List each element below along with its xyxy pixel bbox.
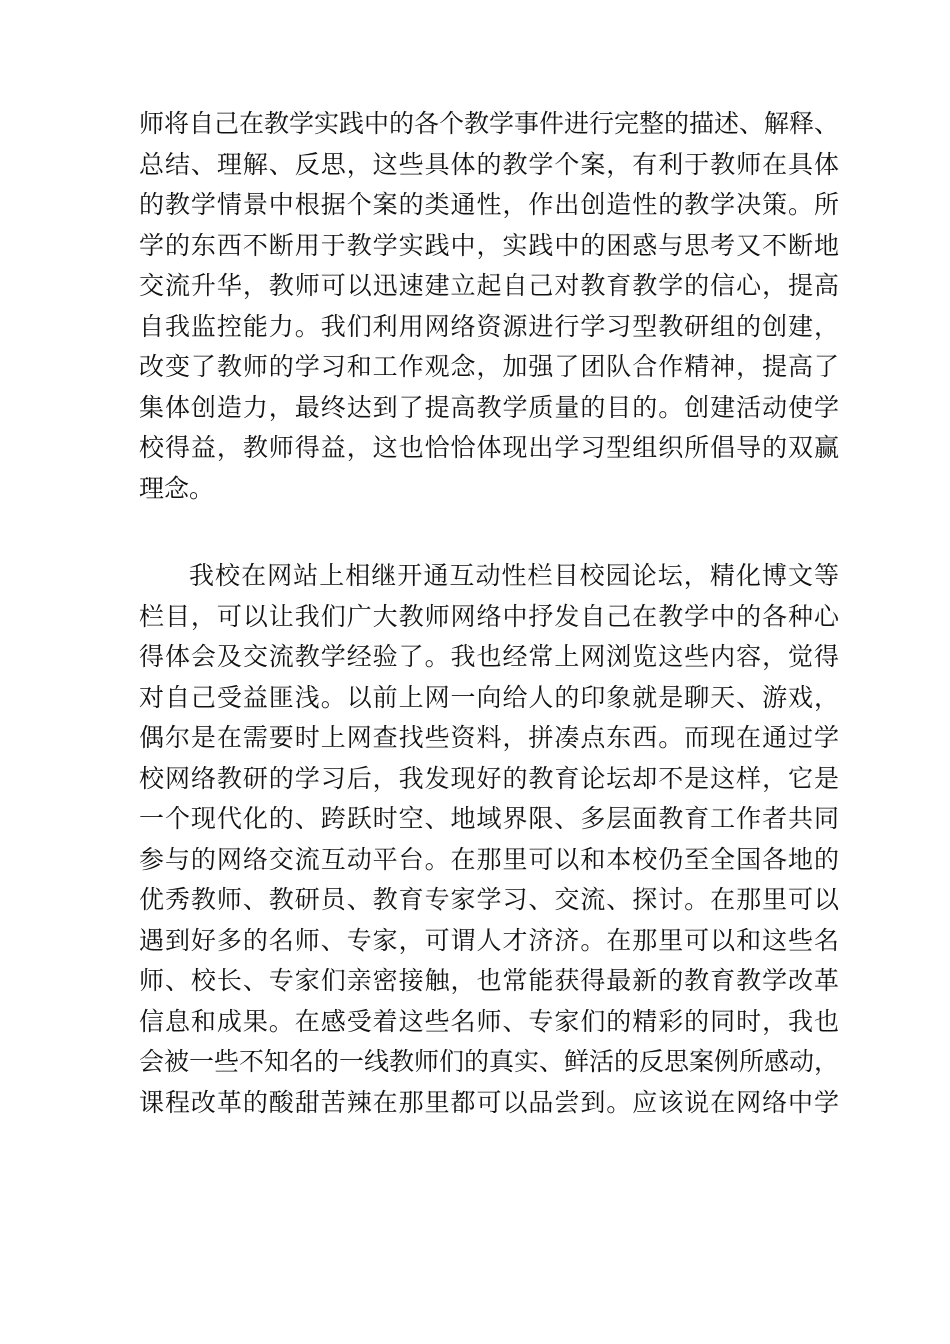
paragraph-2 bbox=[139, 556, 839, 1123]
paragraph-line: 我校在网站上相继开通互动性栏目校园论坛，精化博文等 bbox=[189, 561, 839, 590]
paragraph-line: 一个现代化的、跨跃时空、地域界限、多层面教育工作者共同 bbox=[139, 804, 839, 833]
paragraph-line: 偶尔是在需要时上网查找些资料，拼凑点东西。而现在通过学 bbox=[139, 723, 839, 752]
paragraph-line: 信息和成果。在感受着这些名师、专家们的精彩的同时，我也 bbox=[139, 1006, 839, 1036]
paragraph-line: 自我监控能力。我们利用网络资源进行学习型教研组的创建， bbox=[139, 311, 839, 341]
paragraph-line: 改变了教师的学习和工作观念，加强了团队合作精神，提高了 bbox=[139, 352, 839, 381]
paragraph-line: 的教学情景中根据个案的类通性，作出创造性的教学决策。所 bbox=[139, 190, 839, 219]
paragraph-line: 会被一些不知名的一线教师们的真实、鲜活的反思案例所感动， bbox=[139, 1047, 840, 1076]
paragraph-line: 得体会及交流教学经验了。我也经常上网浏览这些内容，觉得 bbox=[139, 642, 839, 671]
paragraph-line: 参与的网络交流互动平台。在那里可以和本校仍至全国各地的 bbox=[139, 844, 839, 874]
paragraph-line: 总结、理解、反思，这些具体的教学个案，有利于教师在具体 bbox=[139, 149, 839, 179]
paragraph-line: 遇到好多的名师、专家，可谓人才济济。在那里可以和这些名 bbox=[139, 925, 839, 955]
paragraph-line: 理念。 bbox=[139, 473, 215, 503]
paragraph-line: 师将自己在教学实践中的各个教学事件进行完整的描述、解释、 bbox=[139, 109, 840, 138]
paragraph-line: 学的东西不断用于教学实践中，实践中的困惑与思考又不断地 bbox=[139, 230, 839, 260]
paragraph-line: 课程改革的酸甜苦辣在那里都可以品尝到。应该说在网络中学 bbox=[139, 1087, 839, 1117]
paragraph-line: 师、校长、专家们亲密接触，也常能获得最新的教育教学改革 bbox=[139, 966, 839, 995]
paragraph-line: 集体创造力，最终达到了提高教学质量的目的。创建活动使学 bbox=[139, 392, 839, 422]
paragraph-line: 优秀教师、教研员、教育专家学习、交流、探讨。在那里可以 bbox=[139, 885, 839, 914]
paragraph-1 bbox=[139, 104, 839, 509]
paragraph-line: 交流升华，教师可以迅速建立起自己对教育教学的信心，提高 bbox=[139, 271, 839, 300]
paragraph-line: 栏目，可以让我们广大教师网络中抒发自己在教学中的各种心 bbox=[139, 601, 839, 631]
paragraph-line: 校网络教研的学习后，我发现好的教育论坛却不是这样，它是 bbox=[139, 763, 839, 793]
paragraph-line: 对自己受益匪浅。以前上网一向给人的印象就是聊天、游戏， bbox=[139, 682, 839, 712]
paragraph-line: 校得益，教师得益，这也恰恰体现出学习型组织所倡导的双赢 bbox=[139, 433, 839, 462]
